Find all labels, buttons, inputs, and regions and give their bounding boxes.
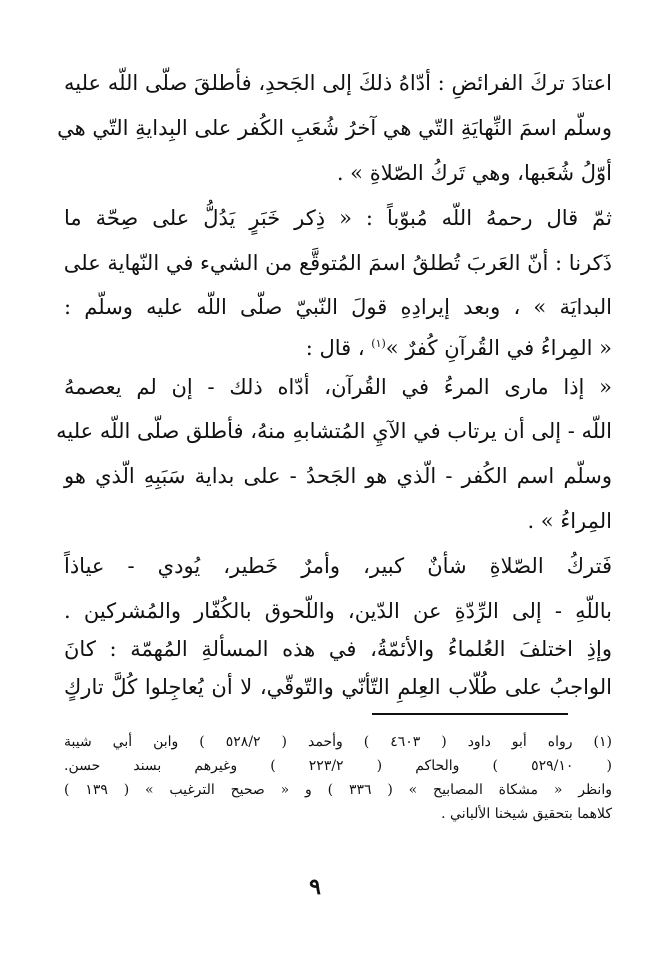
body-line: المِراءُ » . [527,509,612,533]
body-line: البدايَة » ، وبعد إيرادِهِ قولَ النّبيّ صلّى اللّه عليه وسلّم : [64,295,612,319]
page-number: ٩ [309,874,321,900]
body-line: وسلّم اسمَ النِّهايَةِ التّي هي آخرُ شُعَبِ الكُفر على البِدايةِ التّي هي [57,116,612,140]
footnote-separator [372,713,568,715]
footnote-line: كلاهما بتحقيق شيخنا الألباني . [441,806,612,822]
body-line: فَتركُ الصّلاةِ شأنٌ كبير، وأمرٌ خَطير، يُودي - عياذاً [64,554,612,578]
body-line: باللّهِ - إلى الرِّدّةِ عن الدّين، واللّحوق بالكُفّار والمُشركين . [64,599,612,623]
body-line: أوّلُ شُعَبها، وهي تَركُ الصّلاةِ » . [336,161,612,185]
said-text: ، قال : [305,336,372,360]
body-line: ثمّ قال رحمهُ اللّه مُبوّباً : « ذِكر خَبَرٍ يَدُلُّ على صِحّة ما [64,206,612,230]
body-line-hadith [64,333,612,363]
body-line: الواجبُ على طُلّاب العِلمِ التّأنّي والتّوقّي، لا أن يُعاجِلوا كُلَّ تاركٍ [64,675,612,699]
body-line: اللّه - إلى أن يرتاب في الآيِ المُتشابهِ منهُ، فأطلق صلّى اللّه عليه [56,419,612,443]
body-line: وإذِ اختلفَ العُلماءُ والأئمّةُ، في هذه المسألةِ المُهمّة : كانَ [64,637,612,661]
body-line: ذَكرنا : أنّ العَربَ تُطلقُ اسمَ المُتوقَّع من الشيء في النّهاية على [63,251,612,275]
footnote-line: ( ٥٢٩/١٠ ) والحاكم ( ٢٢٣/٢ ) وغيرهم بسند حسن. [64,758,612,774]
footnote-line: (١) رواه أبو داود ( ٤٦٠٣ ) وأحمد ( ٥٢٨/٢ ) وابن أبي شيبة [64,734,613,750]
footnote-marker: (١) [371,337,386,350]
body-line: اعتادَ تركَ الفرائضِ : أدّاهُ ذلكَ إلى الجَحدِ، فأطلقَ صلّى اللّه عليه [64,71,612,95]
footnote-line: وانظر « مشكاة المصابيح » ( ٣٣٦ ) و « صحيح الترغيب » ( ١٣٩ ) [64,782,612,798]
body-line: وسلّم اسم الكُفر - الّذي هو الجَحدُ - على بداية سَبَبِهِ الّذي هو [64,464,612,488]
hadith-quote: « المِراءُ في القُرآنِ كُفرٌ » [385,336,612,360]
body-line: « إذا مارى المرءُ في القُرآن، أدّاه ذلك - إن لم يعصمهُ [64,375,612,399]
